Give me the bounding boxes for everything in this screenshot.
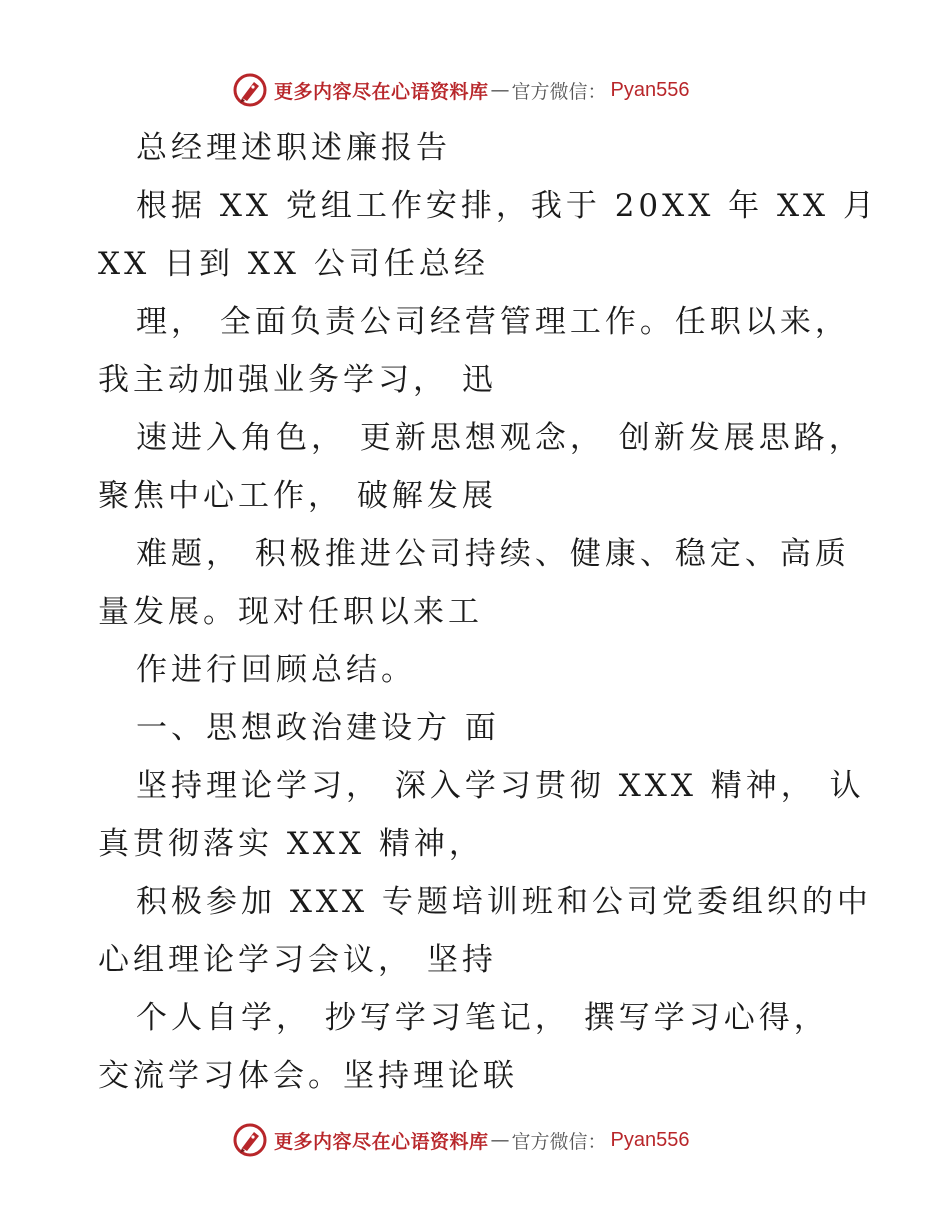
banner-separator: —	[490, 79, 510, 101]
section-heading: 一、思想政治建设方 面	[136, 710, 500, 746]
banner-wechat-id: Pyan556	[610, 1128, 690, 1151]
paragraph-line: 我主动加强业务学习， 迅	[98, 362, 497, 398]
paragraph-line: 作进行回顾总结。	[136, 652, 416, 688]
banner-wechat-id: Pyan556	[610, 78, 690, 101]
paragraph-line: 根据 XX 党组工作安排，我于 20XX 年 XX 月	[136, 188, 878, 224]
paragraph-line: 难题， 积极推进公司持续、健康、稳定、高质	[136, 536, 850, 572]
paragraph-line: XX 日到 XX 公司任总经	[98, 246, 489, 282]
paragraph-line: 聚焦中心工作， 破解发展	[98, 478, 497, 514]
footer-banner	[232, 1120, 690, 1160]
banner-brand-text: 更多内容尽在心语资料库	[274, 1130, 489, 1153]
paragraph-line: 心组理论学习会议， 坚持	[98, 942, 497, 978]
pen-nib-logo-icon	[232, 72, 268, 108]
paragraph-line: 个人自学， 抄写学习笔记， 撰写学习心得，	[136, 1000, 829, 1036]
paragraph-line: 量发展。现对任职以来工	[98, 594, 483, 630]
paragraph-line: 速进入角色， 更新思想观念， 创新发展思路，	[136, 420, 864, 456]
banner-wechat-label: 官方微信：	[511, 80, 607, 103]
paragraph-line: 理， 全面负责公司经营管理工作。任职以来，	[136, 304, 850, 340]
banner-brand-text: 更多内容尽在心语资料库	[274, 80, 489, 103]
header-banner	[232, 70, 690, 110]
banner-separator: —	[490, 1129, 510, 1151]
paragraph-line: 交流学习体会。坚持理论联	[98, 1058, 518, 1094]
paragraph-line: 积极参加 XXX 专题培训班和公司党委组织的中	[136, 884, 872, 920]
banner-wechat-label: 官方微信：	[511, 1130, 607, 1153]
paragraph-line: 坚持理论学习， 深入学习贯彻 XXX 精神， 认	[136, 768, 865, 804]
document-title: 总经理述职述廉报告	[136, 130, 451, 166]
paragraph-line: 真贯彻落实 XXX 精神，	[98, 826, 484, 862]
pen-nib-logo-icon	[232, 1122, 268, 1158]
